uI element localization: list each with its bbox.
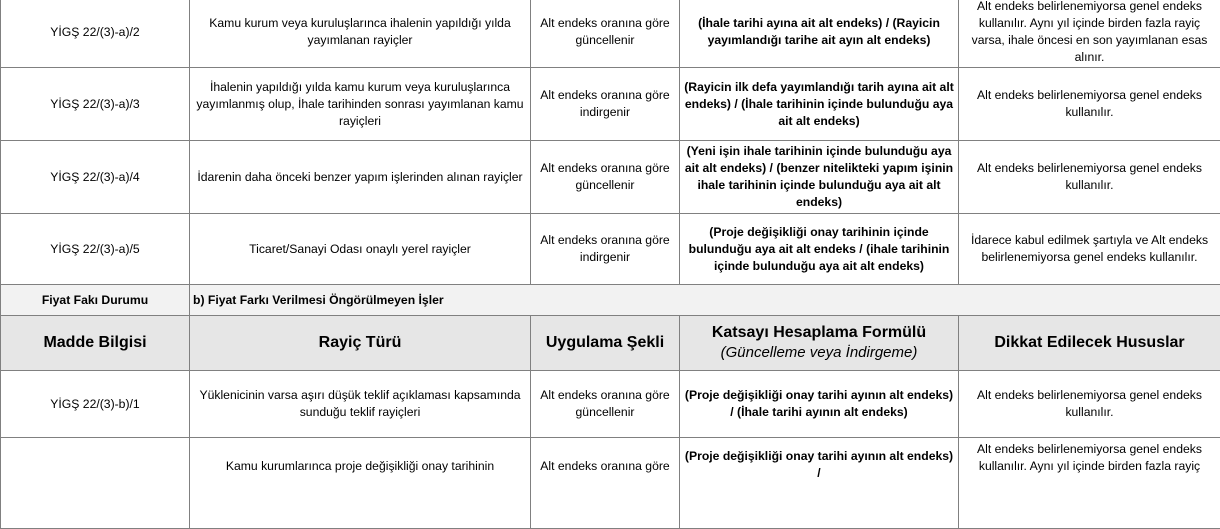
madde-cell: YİGŞ 22/(3)-a)/4: [1, 141, 190, 214]
formul-cell: (Proje değişikliği onay tarihi ayının alt endeks) /: [680, 438, 959, 529]
formul-cell: (Rayicin ilk defa yayımlandığı tarih ayına ait alt endeks) / (İhale tarihinin içinde bulunduğu aya ait alt endeks): [680, 68, 959, 141]
uygulama-cell: Alt endeks oranına göre güncellenir: [531, 0, 680, 68]
rayic-turu-cell: Yüklenicinin varsa aşırı düşük teklif açıklaması kapsamında sunduğu teklif rayiçleri: [190, 371, 531, 438]
header-formul-subtitle: (Güncelleme veya İndirgeme): [683, 343, 955, 363]
madde-cell: YİGŞ 22/(3)-a)/3: [1, 68, 190, 141]
madde-cell: [1, 438, 190, 529]
husus-cell: Alt endeks belirlenemiyorsa genel endeks kullanılır.: [959, 141, 1220, 214]
uygulama-cell: Alt endeks oranına göre güncellenir: [531, 141, 680, 214]
husus-cell: Alt endeks belirlenemiyorsa genel endeks kullanılır. Aynı yıl içinde birden fazla rayiç: [959, 438, 1220, 529]
rayic-turu-cell: İdarenin daha önceki benzer yapım işlerinden alınan rayiçler: [190, 141, 531, 214]
table-row: [1, 214, 1220, 285]
header-row: [1, 316, 1220, 371]
header-formul: [680, 316, 959, 371]
uygulama-cell: Alt endeks oranına göre indirgenir: [531, 214, 680, 285]
table-row: [1, 438, 1220, 529]
header-formul-title: Katsayı Hesaplama Formülü: [712, 324, 926, 341]
rayic-turu-cell: İhalenin yapıldığı yılda kamu kurum veya kuruluşlarınca yayımlanmış olup, İhale tarihinden sonrası yayımlanan kamu rayiçleri: [190, 68, 531, 141]
husus-cell: Alt endeks belirlenemiyorsa genel endeks kullanılır.: [959, 68, 1220, 141]
header-rayic-turu: Rayiç Türü: [190, 316, 531, 371]
madde-cell: YİGŞ 22/(3)-a)/5: [1, 214, 190, 285]
header-uygulama: Uygulama Şekli: [531, 316, 680, 371]
formul-cell: (İhale tarihi ayına ait alt endeks) / (Rayicin yayımlandığı tarihe ait ayın alt endeks): [680, 0, 959, 68]
formul-cell: (Yeni işin ihale tarihinin içinde bulunduğu aya ait alt endeks) / (benzer nitelikteki yapım işinin ihale tarihinin içinde bulunduğu aya ait alt endeks): [680, 141, 959, 214]
formul-cell: (Proje değişikliği onay tarihi ayının alt endeks) / (İhale tarihi ayının alt endeks): [680, 371, 959, 438]
table-row: [1, 141, 1220, 214]
rayic-turu-cell: Kamu kurum veya kuruluşlarınca ihalenin yapıldığı yılda yayımlanan rayiçler: [190, 0, 531, 68]
husus-cell: Alt endeks belirlenemiyorsa genel endeks kullanılır. Aynı yıl içinde birden fazla rayiç varsa, ihale öncesi en son yayımlanan esas alınır.: [959, 0, 1220, 68]
header-madde: Madde Bilgisi: [1, 316, 190, 371]
madde-cell: YİGŞ 22/(3)-b)/1: [1, 371, 190, 438]
husus-cell: İdarece kabul edilmek şartıyla ve Alt endeks belirlenemiyorsa genel endeks kullanılır.: [959, 214, 1220, 285]
husus-cell: Alt endeks belirlenemiyorsa genel endeks kullanılır.: [959, 371, 1220, 438]
uygulama-cell: Alt endeks oranına göre güncellenir: [531, 371, 680, 438]
rayic-turu-cell: Ticaret/Sanayi Odası onaylı yerel rayiçler: [190, 214, 531, 285]
section-row: [1, 285, 1220, 316]
madde-cell: YİGŞ 22/(3)-a)/2: [1, 0, 190, 68]
section-title: b) Fiyat Farkı Verilmesi Öngörülmeyen İşler: [190, 285, 1220, 316]
uygulama-cell: Alt endeks oranına göre indirgenir: [531, 68, 680, 141]
table-row: [1, 371, 1220, 438]
header-husus: Dikkat Edilecek Hususlar: [959, 316, 1220, 371]
table-row: [1, 68, 1220, 141]
section-label: Fiyat Fakı Durumu: [1, 285, 190, 316]
formul-cell: (Proje değişikliği onay tarihinin içinde bulunduğu aya ait alt endeks / (ihale tarihinin içinde bulunduğu aya ait alt endeks): [680, 214, 959, 285]
table-row: [1, 0, 1220, 68]
uygulama-cell: Alt endeks oranına göre: [531, 438, 680, 529]
rayic-turu-cell: Kamu kurumlarınca proje değişikliği onay tarihinin: [190, 438, 531, 529]
